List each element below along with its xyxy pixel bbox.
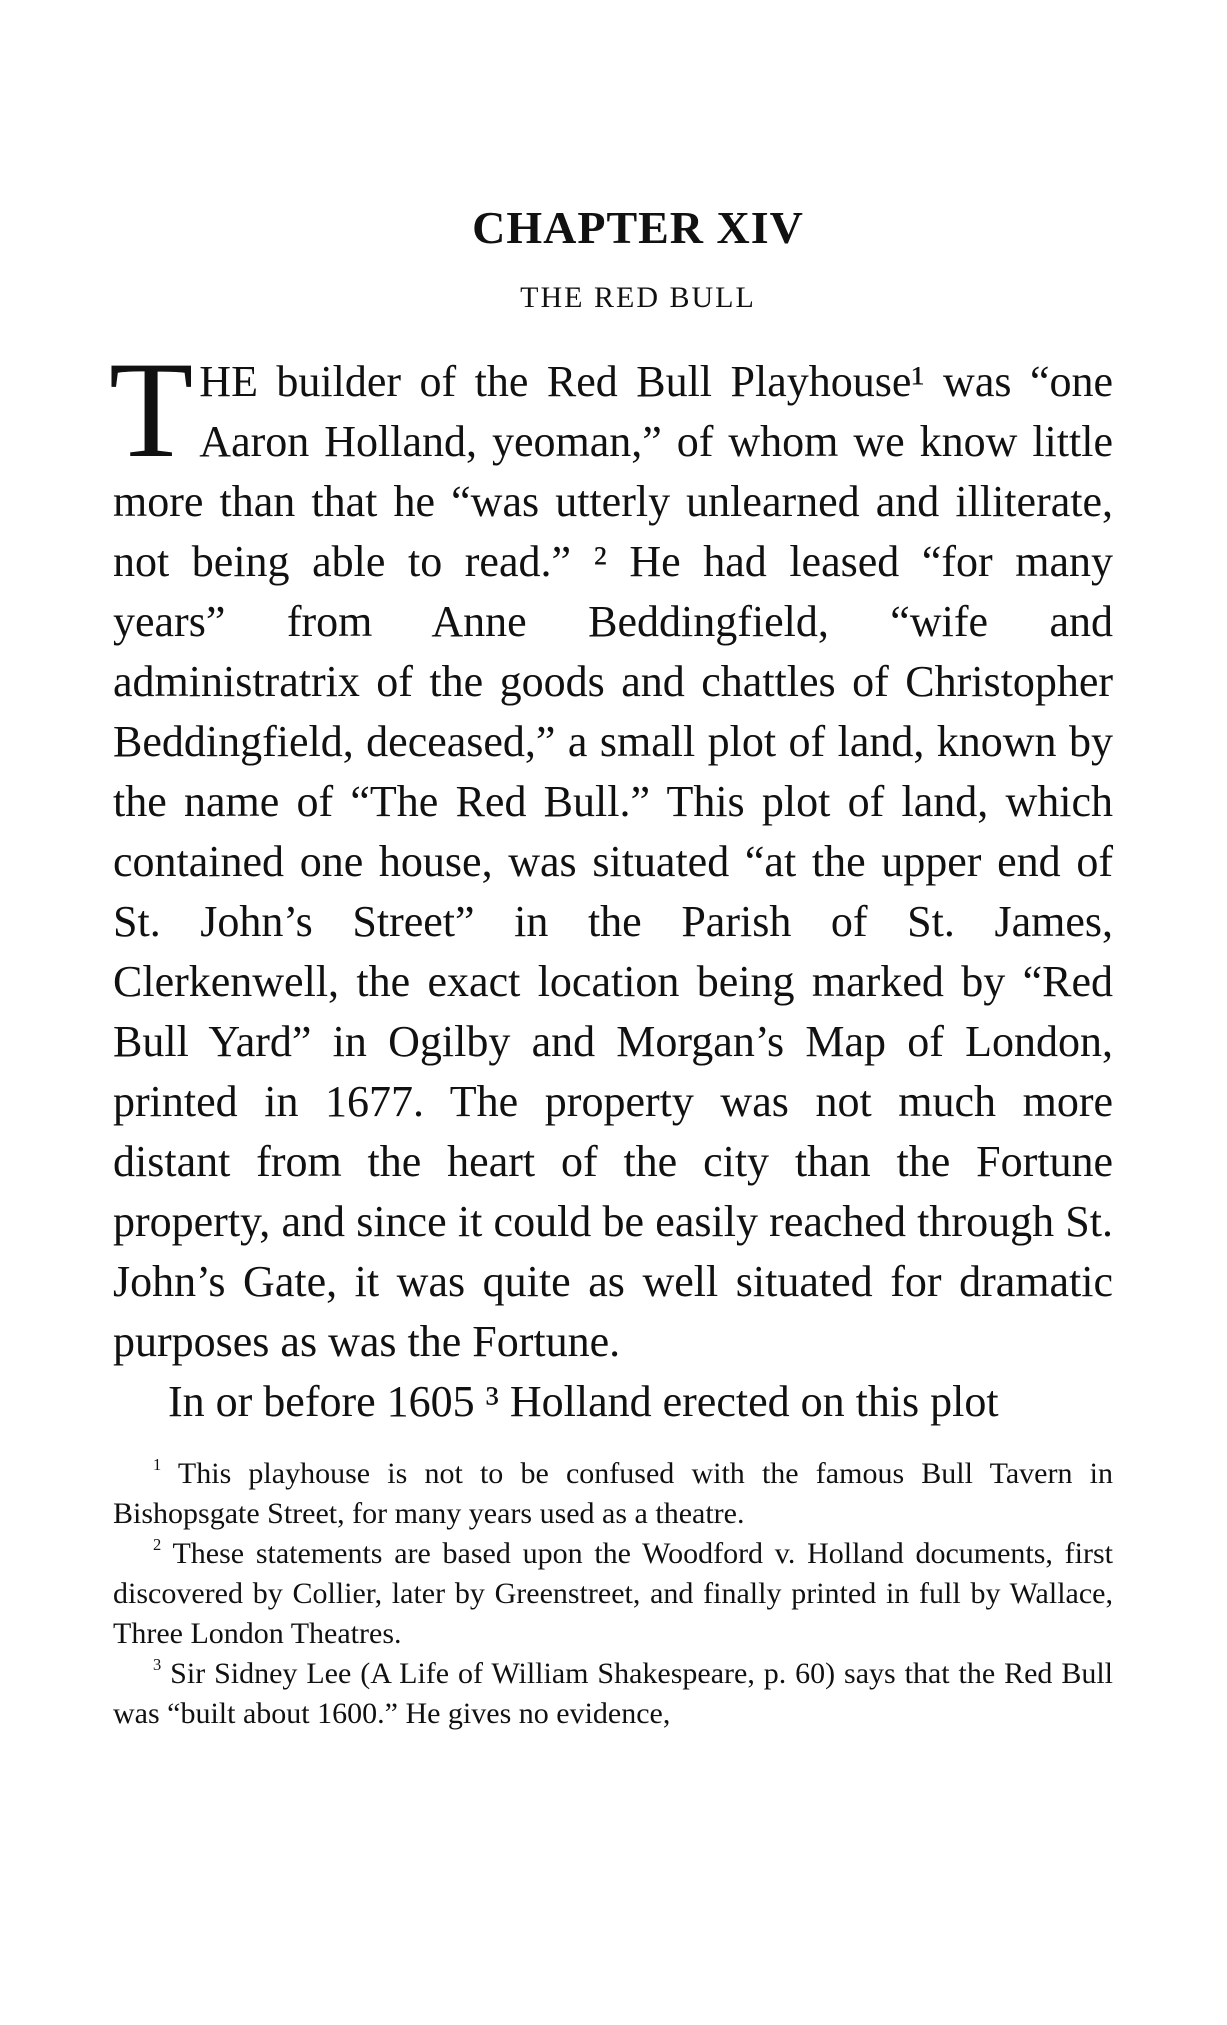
paragraph-2: In or before 1605 ³ Holland erected on this plot bbox=[168, 1377, 999, 1426]
paragraph-1-text: HE builder of the Red Bull Playhouse¹ was “one Aaron Holland, yeoman,” of whom we know little more than that he “was utterly unlearned and illiterate, not being able to read.” ² He had leased “for many years” from Anne Beddingfield, “wife and administratrix of the goods and chattles of Christopher Beddingfield, deceased,” a small plot of land, known by the name of “The Red Bull.” This plot of land, which contained one house, was situated “at the upper end of St. John’s Street” in the Parish of St. James, Clerkenwell, the exact location being marked by “Red Bull Yard” in Ogilby and Morgan’s Map of London, printed in 1677. The property was not much more distant from the heart of the city than the Fortune property, and since it could be easily reached through St. John’s Gate, it was quite as well situated for dramatic purposes as was the Fortune. bbox=[113, 357, 1113, 1366]
footnotes bbox=[113, 1454, 1113, 1734]
footnote-1 bbox=[113, 1454, 1113, 1534]
body-text bbox=[109, 333, 1113, 1432]
footnote-2 bbox=[113, 1534, 1113, 1654]
footnote-3-text: Sir Sidney Lee (A Life of William Shakespeare, p. 60) says that the Red Bull was “built about 1600.” He gives no evidence, bbox=[113, 1657, 1114, 1730]
footnote-2-text: These statements are based upon the Woodford v. Holland documents, first discovered by Collier, later by Greenstreet, and finally printed in full by Wallace, Three London Theatres. bbox=[113, 1537, 1113, 1650]
footnote-mark-3: 3 bbox=[153, 1654, 162, 1674]
drop-cap: T bbox=[109, 333, 194, 486]
footnote-1-text: This playhouse is not to be confused with the famous Bull Tavern in Bishopsgate Street, for many years used as a theatre. bbox=[113, 1457, 1113, 1530]
footnote-mark-2: 2 bbox=[153, 1534, 162, 1554]
footnote-mark-1: 1 bbox=[153, 1454, 162, 1474]
book-page bbox=[109, 200, 1114, 1734]
chapter-title: THE RED BULL bbox=[520, 281, 756, 314]
chapter-number: CHAPTER XIV bbox=[472, 202, 804, 253]
footnote-3 bbox=[113, 1654, 1113, 1734]
paragraph-1 bbox=[109, 333, 1113, 1372]
